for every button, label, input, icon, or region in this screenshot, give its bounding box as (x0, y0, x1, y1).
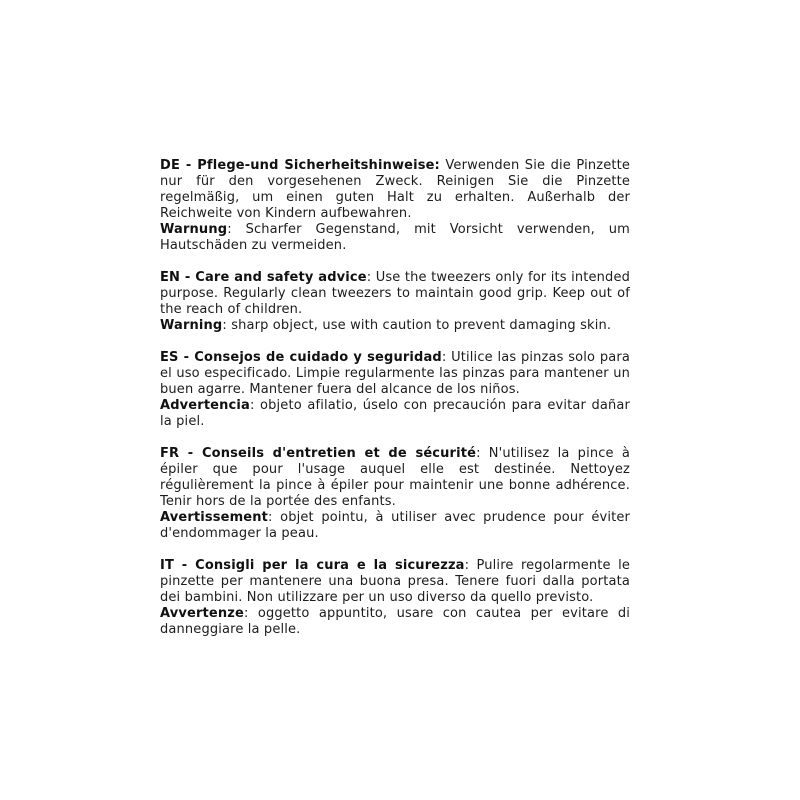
section-fr-heading: FR - Conseils d'entretien et de sécurité (160, 446, 477, 461)
section-es-body: : Utilice las pinzas solo para el uso especificado. Limpie regularmente las pinzas para mantener un buen agarre. Mantener fuera del alcance de los niños. (160, 350, 630, 397)
section-es-warning-text: : objeto afilatio, úselo con precaución para evitar dañar la piel. (160, 398, 630, 429)
section-de-warning (160, 222, 630, 254)
section-it-heading: IT - Consigli per la cura e la sicurezza (160, 558, 465, 573)
section-fr-warning-label: Avertissement (160, 510, 269, 525)
section-fr (160, 446, 630, 542)
section-es (160, 350, 630, 430)
section-it (160, 558, 630, 638)
section-it-warning (160, 606, 630, 638)
section-de-body: Verwenden Sie die Pinzette nur für den vorgesehenen Zweck. Reinigen Sie die Pinzette regelmäßig, um einen guten Halt zu erhalten. Außerhalb der Reichweite von Kindern aufbewahren. (160, 158, 631, 221)
section-en (160, 270, 630, 334)
section-en-warning-text: : sharp object, use with caution to prevent damaging skin. (222, 318, 612, 333)
section-en-warning-label: Warning (160, 318, 223, 333)
section-en-heading: EN - Care and safety advice (160, 270, 367, 285)
section-en-body: : Use the tweezers only for its intended purpose. Regularly clean tweezers to maintain good grip. Keep out of the reach of children. (160, 270, 630, 317)
section-en-warning (160, 318, 630, 334)
section-it-warning-label: Avvertenze (160, 606, 244, 621)
section-it-body: : Pulire regolarmente le pinzette per mantenere una buona presa. Tenere fuori dalla portata dei bambini. Non utilizzare per un uso diverso da quello previsto. (160, 558, 631, 605)
section-es-advice (160, 350, 630, 398)
section-es-warning-label: Advertencia (160, 398, 250, 413)
section-de-warning-text: : Scharfer Gegenstand, mit Vorsicht verwenden, um Hautschäden zu vermeiden. (160, 222, 630, 253)
care-instructions (160, 158, 630, 654)
section-it-advice (160, 558, 630, 606)
section-de (160, 158, 630, 254)
section-de-warning-label: Warnung (160, 222, 228, 237)
section-fr-advice (160, 446, 630, 510)
section-it-warning-text: : oggetto appuntito, usare con cautea per evitare di danneggiare la pelle. (160, 606, 630, 637)
section-fr-warning-text: : objet pointu, à utiliser avec prudence pour éviter d'endommager la peau. (160, 510, 630, 541)
section-es-heading: ES - Consejos de cuidado y seguridad (160, 350, 442, 365)
section-en-advice (160, 270, 630, 318)
section-es-warning (160, 398, 630, 430)
section-de-heading: DE - Pflege-und Sicherheitshinweise: (160, 158, 440, 173)
section-fr-warning (160, 510, 630, 542)
section-fr-body: : N'utilisez la pince à épiler que pour l'usage auquel elle est destinée. Nettoyez régulièrement la pince à épiler pour maintenir une bonne adhérence. Tenir hors de la portée des enfants. (160, 446, 630, 509)
section-de-advice (160, 158, 630, 222)
